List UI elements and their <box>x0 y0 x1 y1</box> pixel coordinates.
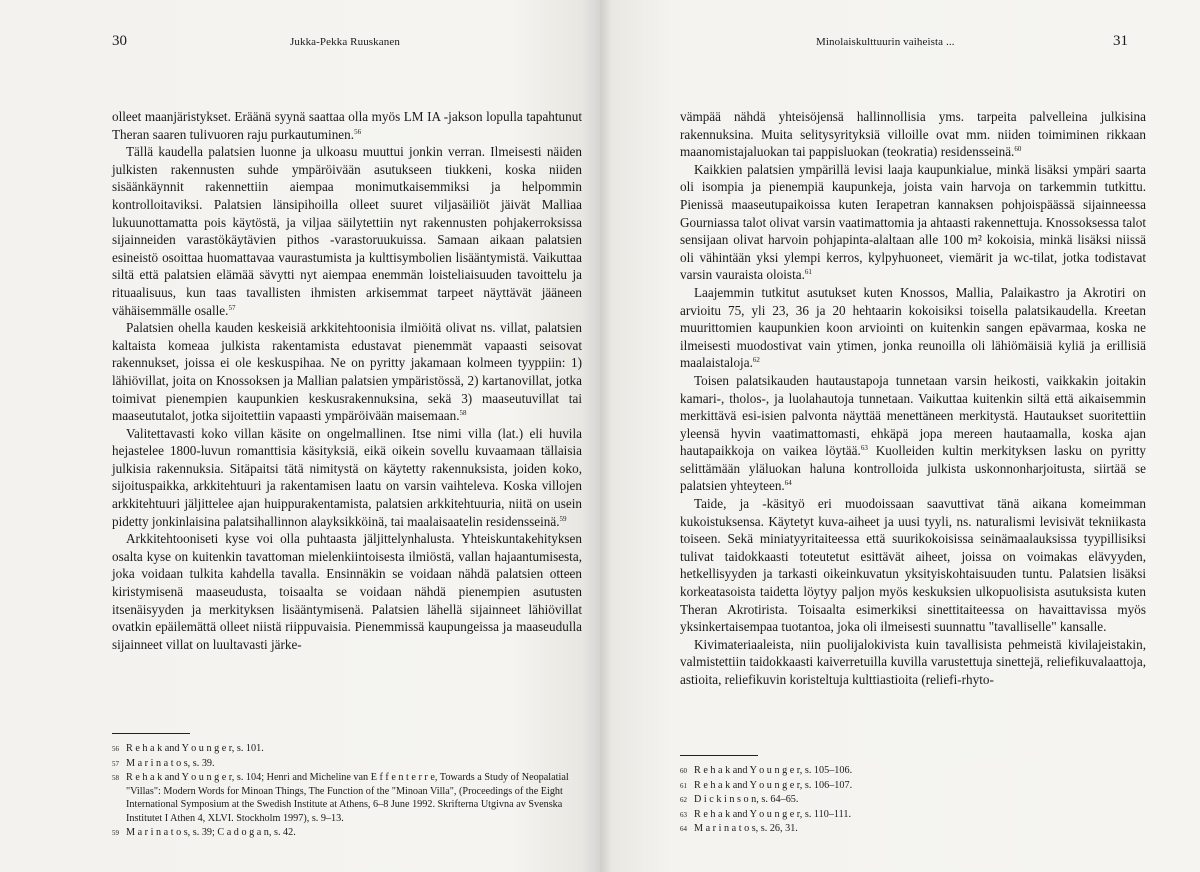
footnote-ref: 64 <box>784 479 792 488</box>
footnote: 63 R e h a k and Y o u n g e r, s. 110–111. <box>680 808 851 820</box>
page-number-left: 30 <box>112 33 127 49</box>
paragraph: Valitettavasti koko villan käsite on ongelmallinen. Itse nimi villa (lat.) eli huvila hejastelee 1800-luvun romanttisia käsityksiä, eikä oikein sovellu kuvaamaan tällaisia julkisia rakennuksia. Sitäpaitsi tätä nimitystä on käytetty rakennuksista, joiden koko, sijoituspaikka, arkkitehtuuri ja rakentamisen laatu on varsin vaihteleva. Koska villojen arkkitehtuuri jäljittelee ajan huippurakentamista, palatsien arkkitehtuuria, niitä on usein pidetty jonkinlaisina palatsihallinnon alayksikköinä, tai maalaisaatelin residensseinä.$^{59}$ <box>112 425 582 529</box>
paragraph: Kaikkien palatsien ympärillä levisi laaja kaupunkialue, minkä lisäksi ympäri saarta oli isompia ja pienempiä kaupunkeja, joista vain harvoja on tarkemmin tutkittu. Pienissä maaseutupaikoissa kuten Ierapetran kannaksen pohjoispäässä sijainneessa Gourniassa talot olivat varsin vaatimattomia ja ahtaasti rakennettuja. Knossoksessa talot sensijaan olivat harvoin pohjapinta-alaltaan alle 100 m² kokoisia, minkä lisäksi niissä oli vähintään yksi ylempi kerros, kylpyhuoneet, viemärit ja wc-tilat, jotka todistavat varsin vauraista oloista.$^{61}$ <box>680 161 1146 283</box>
footnote-ref: 63 <box>860 444 868 453</box>
paragraph: Palatsien ohella kauden keskeisiä arkkitehtoonisia ilmiöitä olivat ns. villat, palatsien kaltaista komeaa julkista rakentamista edustavat pienemmät vapaasti seisovat rakennukset, joissa ei ole keskuspihaa. Ne on pyritty jakamaan kolmeen tyyppiin: 1) lähiövillat, joita on Knossoksen ja Mallian palatsien ympäristössä, 2) kartanovillat, jotka toimivat pienempien kaupunkien keskusrakennuksina, sekä 3) maaseutuvillat tai maaseututalot, jotka sijoitettiin vapaasti ympäröivään maisemaan.$^{58}$ <box>112 320 582 424</box>
footnote: 57 M a r i n a t o s, s. 39. <box>112 757 215 769</box>
paragraph: Laajemmin tutkitut asutukset kuten Knossos, Mallia, Palaikastro ja Akrotiri on arvioitu 75, yli 23, 36 ja 20 hehtaarin kokoisiksi toisella palatsikaudella. Kreetan muurittomien kaupunkien koon arviointi on kuitenkin sangen epävarmaa, koska ne ilmeisesti muodostivat vain ytimen, jonka reunoilla oli lähiömäisiä kyliä ja erillisiä maalaistaloja.$^{62}$ <box>680 284 1146 371</box>
paragraph: Tällä kaudella palatsien luonne ja ulkoasu muuttui jonkin verran. Ilmeisesti näiden julkisten rakennusten suhde ympäröivään asutukseen tiukkeni, koska niiden sisäänkäynnit rakennettiin aiempaa monimutkaisemmiksi ja helpommin kontrolloitaviksi. Palatsien länsipihoilla olleet suuret viljasäiliöt jäivät Malliaa lukuunottamatta pois käytöstä, ja viljaa säilytettiin nyt rakennusten pohjakerroksissa sijainneiden varastökäytävien pithos -varastoruukuissa. Samaan aikaan palatsien esineistö osoittaa huomattavaa vaurastumista ja kulttisymbolien lisääntymistä. Vaikuttaa siltä että palatsien elämää sävytti nyt aiempaa enemmän loisteliaisuuden tavoittelu ja rituaalisuus, kun taas tavallisten ihmisten arkisemmat tarpeet näyttävät jääneen vähäisemmälle osalle.$^{57}$ <box>112 144 582 318</box>
footnote: 64 M a r i n a t o s, s. 26, 31. <box>680 823 798 835</box>
footnote-ref: 59 <box>559 514 567 523</box>
footnote: 62 D i c k i n s o n, s. 64–65. <box>680 794 799 806</box>
paragraph: Taide, ja -käsityö eri muodoissaan saavuttivat tänä aikana komeimman kukoistuksensa. Käytetyt kuva-aiheet ja uusi tyyli, ns. naturalismi levisivät tekniikasta toiseen. Sekä miniatyyritaiteessa että suurikokoisissa seinämaalauksissa tyypillisiksi tulivat taidokkaasti toteutetut esittävät aiheet, joissa on voimakas elävyyden, hetkellisyyden ja tarkasti oikeinkuvatun yksityiskohtaisuuden tuntu. Palatsien lisäksi korkeatasoista taidetta löytyy paljon myös keskuksien ulkopuolisista asutuksista kuten Theran Akrotirista. Toisaalta esimerkiksi sinettitaiteessa on havaittavissa myös yksinkertaisempaa tuotantoa, joka oli ilmeisesti suunnattu "tavalliselle" kansalle. <box>680 496 1146 635</box>
footnotes-left <box>112 742 582 840</box>
footnote-ref: 58 <box>459 409 467 418</box>
footnote: 60 R e h a k and Y o u n g e r, s. 105–106. <box>680 765 853 776</box>
footnote-rule <box>680 755 758 756</box>
footnote: 59 M a r i n a t o s, s. 39; C a d o g a n, s. 42. <box>112 826 296 838</box>
footnote: 61 R e h a k and Y o u n g e r, s. 106–107. <box>680 779 853 791</box>
footnote-ref: 62 <box>752 356 760 365</box>
paragraph: Toisen palatsikauden hautaustapoja tunnetaan varsin heikosti, vaikkakin joitakin kamari-, tholos-, ja luolahautoja tunnetaan. Vaikuttaa kuitenkin siltä että aikaisemmin merkittävä esi-isien palvonta näyttää menettäneen merkitystä. Hautaukset suoritettiin yleensä hyvin vaatimattomasti, ehkäpä jopa mereen hautaamalla, koska ajan hautapaikkoja on vaikea löytää.$^{63}$ Kuolleiden kultin merkityksen lasku on pyritty selittämään yläluokan haluna kontrolloida julkista uskonnonharjoitusta, siirtää se palatsien yhteyteen.$^{64}$ <box>680 372 1146 494</box>
paragraph: Kivimateriaaleista, niin puolijalokivista kuin tavallisista pehmeistä kivilajeistakin, valmistettiin taidokkaasti kaiverretuilla kuvilla varustettuja sinettejä, reliefikuvalaattoja, astioita, reliefikuvin koristeltuja kulttiastioita (reliefi-rhyto- <box>680 636 1146 687</box>
body-text-left <box>112 108 582 653</box>
paragraph: olleet maanjäristykset. Eräänä syynä saattaa olla myös LM IA -jakson lopulla tapahtunut Theran saaren tulivuoren raju purkautuminen.$^{56}$ <box>112 109 582 142</box>
footnote-ref: 60 <box>1014 145 1022 154</box>
paragraph: Arkkitehtooniseti kyse voi olla puhtaasta jäljittelynhalusta. Yhteiskuntakehityksen osalta kyse on kuitenkin tavattoman mielenkiintoisesta ilmiöstä, vallan hajaantumisesta, joka voidaan tulkita kahdella tavalla. Ensinnäkin se voidaan nähdä palatsien otteen kiristymisenä maaseudusta, toisaalta se voidaan nähdä pienempien asutusten itsenäisyyden ja merkityksen lisääntymisenä. Palatsien lähellä sijainneet lähiövillat ovatkin epäilemättä olleet niistä riippuvaisia. Pienemmissä kaupungeissa ja maaseudulla sijainneet villat on luultavasti järke- <box>112 531 582 652</box>
footnote: 58 R e h a k and Y o u n g e r, s. 104; Henri and Micheline van E f f e n t e r r e, Towards a Study of Neopalatial "Villas": Modern Words for Minoan Things, The Function of the "Minoan Villa", (Proceedings of the Eight International Symposium at the Swedish Institute at Athens, 6–8 June 1992. Skrifterna Utgivna av Svenska Institutet I Athen 4, XLVI. Stockholm 1997), s. 9–13. <box>112 772 569 824</box>
right-page <box>600 0 1200 872</box>
footnotes-right <box>680 764 1146 837</box>
running-head-right: Minolaiskulttuurin vaiheista ... <box>816 36 955 48</box>
page-number-right: 31 <box>1113 33 1128 49</box>
footnote-ref: 56 <box>354 127 362 136</box>
body-text-right <box>680 108 1146 689</box>
running-head-left: Jukka-Pekka Ruuskanen <box>290 36 400 48</box>
footnote-rule <box>112 733 190 734</box>
paragraph: vämpää nähdä yhteisöjensä hallinnollisia yms. tarpeita palvelleina julkisina rakennuksina. Muita selitysyrityksiä villoille ovat mm. niiden toimiminen rikkaan maanomistajaluokan tai pappisluokan (teokratia) residensseinä.$^{60}$ <box>680 109 1146 160</box>
footnote: 56 R e h a k and Y o u n g e r, s. 101. <box>112 743 264 754</box>
footnote-ref: 61 <box>804 268 812 277</box>
footnote-ref: 57 <box>228 303 236 312</box>
